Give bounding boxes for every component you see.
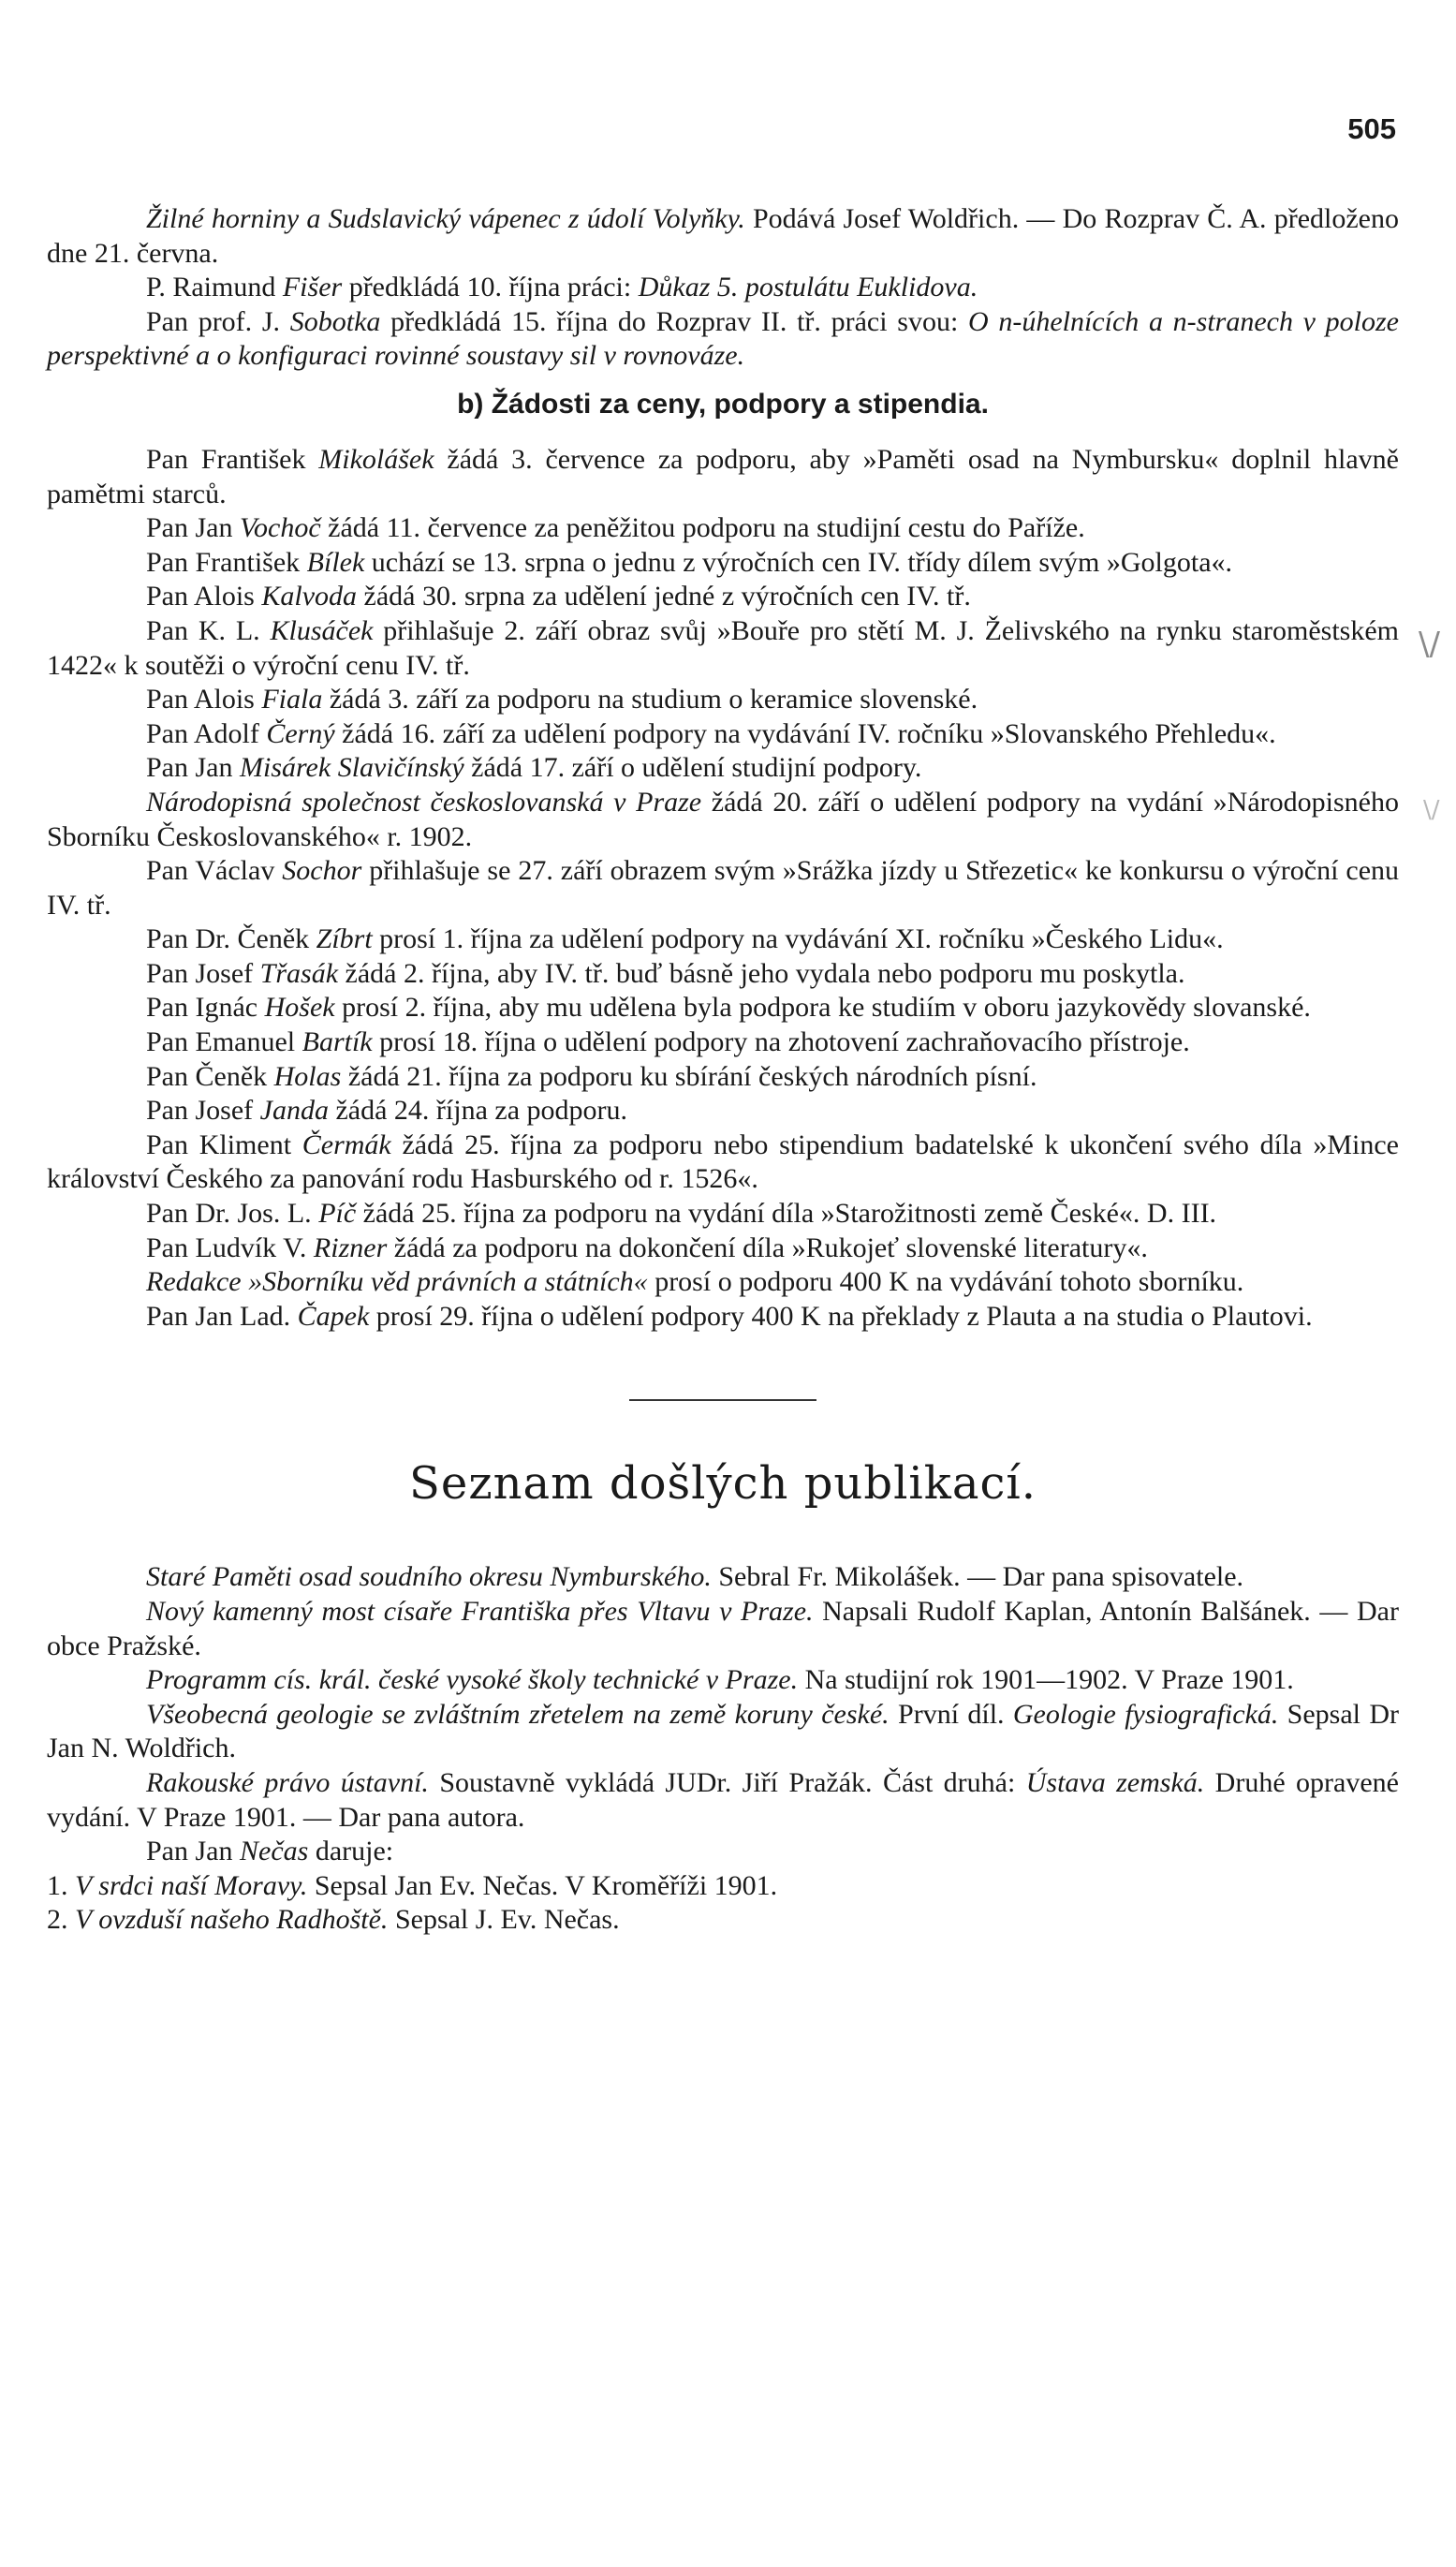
paragraph: [47, 305, 1399, 374]
text-run: Pan Václav: [146, 855, 283, 887]
text-run: Pan Dr. Čeněk: [146, 923, 316, 955]
paragraph: [47, 1560, 1399, 1595]
text-run: žádá 3. července za podporu, aby »Paměti osad na Nymbursku« doplnil hlavně pamětmi starců.: [47, 443, 1399, 509]
italic-text: Redakce »Sborníku věd právních a státních«: [146, 1266, 648, 1298]
italic-text: Holas: [273, 1060, 342, 1092]
text-run: žádá 11. července za peněžitou podporu na studijní cestu do Paříže.: [320, 512, 1085, 544]
text-run: Sepsal Dr Jan N. Woldřich.: [47, 1698, 1400, 1764]
text-run: Pan Alois: [146, 684, 262, 716]
text-run: Pan Ludvík V.: [146, 1232, 314, 1263]
margin-pencil-mark: \/: [1423, 796, 1440, 824]
text-run: daruje:: [308, 1836, 394, 1867]
paragraph: [47, 1869, 1399, 1904]
italic-text: Staré Paměti osad soudního okresu Nymburského.: [146, 1561, 712, 1593]
italic-text: Píč: [318, 1198, 357, 1230]
text-run: Pan Dr. Jos. L.: [146, 1198, 319, 1230]
paragraph: [47, 1300, 1399, 1335]
text-run: Sepsal Jan Ev. Nečas. V Kroměříži 1901.: [307, 1869, 778, 1901]
text-run: Pan Kliment: [146, 1129, 302, 1160]
text-run: 1.: [47, 1869, 75, 1901]
italic-text: Čermák: [301, 1129, 391, 1160]
text-run: Sepsal J. Ev. Nečas.: [388, 1904, 620, 1936]
divider-rule: [629, 1399, 816, 1401]
text-run: žádá 2. října, aby IV. tř. buď básně jeho vydala nebo podporu mu poskytla.: [338, 957, 1185, 989]
text-run: Soustavně vykládá JUDr. Jiří Pražák. Část druhá:: [428, 1766, 1026, 1798]
italic-text: Mikolášek: [318, 443, 434, 475]
italic-text: Zíbrt: [316, 923, 373, 955]
text-run: 2.: [47, 1904, 75, 1936]
italic-text: Hošek: [264, 992, 335, 1024]
italic-text: Programm cís. král. české vysoké školy technické v Praze.: [146, 1664, 799, 1696]
text-run: První díl.: [889, 1698, 1013, 1730]
publications-list: [47, 1560, 1399, 1938]
text-run: prosí 18. října o udělení podpory na zhotovení zachraňovacího přístroje.: [372, 1026, 1190, 1058]
italic-text: Nový kamenný most císaře Františka přes Vltavu v Praze.: [146, 1596, 814, 1627]
section-divider: [47, 1334, 1399, 1455]
paragraph: [47, 1835, 1399, 1869]
paragraph: [47, 751, 1399, 786]
text-run: Napsali Rudolf Kaplan, Antonín Balšánek. — Dar obce Pražské.: [47, 1596, 1399, 1661]
text-run: žádá 16. září za udělení podpory na vydávání IV. ročníku »Slovanského Přehledu«.: [334, 717, 1276, 749]
text-run: Pan Jan: [146, 752, 240, 784]
paragraph: [47, 614, 1399, 683]
text-run: Pan Adolf: [146, 717, 267, 749]
page-number: 505: [1347, 112, 1396, 145]
text-run: prosí o podporu 400 K na vydávání tohoto sborníku.: [647, 1266, 1244, 1298]
text-column: [47, 202, 1399, 1938]
text-run: Pan František: [146, 443, 319, 475]
text-run: Pan Čeněk: [146, 1060, 274, 1092]
paragraph: [47, 922, 1399, 957]
text-run: prosí 2. října, aby mu udělena byla podpora ke studiím v oboru jazykovědy slovanské.: [334, 992, 1311, 1024]
text-run: uchází se 13. srpna o jednu z výročních cen IV. třídy dílem svým »Golgota«.: [364, 546, 1233, 578]
italic-text: Sobotka: [289, 305, 381, 337]
text-run: Podává Josef Woldřich. — Do Rozprav Č. A. předloženo dne 21. června.: [47, 203, 1399, 269]
italic-text: Bartík: [301, 1026, 373, 1058]
italic-text: Všeobecná geologie se zvláštním zřetelem na země koruny české.: [146, 1698, 890, 1730]
text-run: žádá 25. října za podporu na vydání díla »Starožitnosti země České«. D. III.: [356, 1198, 1217, 1230]
italic-text: Nečas: [240, 1836, 309, 1867]
paragraph: [47, 546, 1399, 581]
text-run: přihlašuje 2. září obraz svůj »Bouře pro stětí M. J. Želivského na rynku staroměstském 1422« k soutěži o výroční cenu IV. tř.: [47, 614, 1399, 681]
italic-text: Misárek Slavičínský: [240, 752, 464, 784]
paragraph: [47, 443, 1399, 511]
text-run: Pan Emanuel: [146, 1026, 302, 1058]
italic-text: Černý: [266, 717, 335, 749]
text-run: Pan Ignác: [146, 992, 265, 1024]
text-run: žádá 17. září o udělení studijní podpory.: [463, 752, 922, 784]
margin-pencil-mark: \/: [1419, 626, 1440, 663]
text-run: předkládá 10. října práci:: [342, 272, 639, 303]
text-run: Sebral Fr. Mikolášek. — Dar pana spisovatele.: [711, 1561, 1244, 1593]
paragraph: [47, 202, 1399, 271]
italic-text: Fišer: [282, 272, 343, 303]
text-run: Pan Josef: [146, 1095, 260, 1127]
italic-text: Fiala: [261, 684, 323, 716]
italic-text: Klusáček: [270, 614, 374, 646]
text-run: Druhé opravené vydání. V Praze 1901. — Dar pana autora.: [47, 1766, 1399, 1833]
text-run: Pan Josef: [146, 957, 260, 989]
paragraph: [47, 957, 1399, 992]
paragraph: [47, 1903, 1399, 1938]
text-run: žádá 25. října za podporu nebo stipendium badatelské k ukončení svého díla »Mince království Českého za panování rodu Hasburského od r. 1526«.: [47, 1129, 1399, 1195]
text-run: Na studijní rok 1901—1902. V Praze 1901.: [798, 1664, 1294, 1696]
text-run: žádá 30. srpna za udělení jedné z výročních cen IV. tř.: [357, 581, 971, 612]
text-run: Pan K. L.: [146, 614, 271, 646]
paragraph: [47, 1232, 1399, 1266]
italic-text: Kalvoda: [261, 581, 358, 612]
text-run: žádá za podporu na dokončení díla »Rukojeť slovenské literatury«.: [387, 1232, 1148, 1263]
paragraph: [47, 1094, 1399, 1129]
paragraph: [47, 580, 1399, 614]
italic-text: Ústava zemská.: [1025, 1766, 1205, 1798]
text-run: přihlašuje se 27. září obrazem svým »Srážka jízdy u Střezetic« ke konkursu o výroční cenu IV. tř.: [47, 855, 1400, 921]
paragraph: [47, 1060, 1399, 1095]
paragraph: [47, 1595, 1399, 1663]
italic-text: O n-úhelnících a n-stranech v poloze perspektivné a o konfiguraci rovinné soustavy sil v rovnováze.: [47, 305, 1399, 372]
paragraph: [47, 1766, 1399, 1835]
italic-text: Důkaz 5. postulátu Euklidova.: [638, 272, 978, 303]
text-run: Pan prof. J.: [146, 305, 290, 337]
text-run: Pan Jan: [146, 1836, 240, 1867]
text-run: prosí 1. října za udělení podpory na vydávání XI. ročníku »Českého Lidu«.: [372, 923, 1224, 955]
italic-text: Bílek: [306, 546, 365, 578]
publications-title: Seznam došlých publikací.: [409, 1457, 1037, 1511]
section-a-end: [47, 202, 1399, 374]
italic-text: Sochor: [282, 855, 362, 887]
paragraph: [47, 683, 1399, 717]
text-run: žádá 21. října za podporu ku sbírání českých národních písní.: [341, 1060, 1037, 1092]
italic-text: V srdci naší Moravy.: [75, 1869, 308, 1901]
italic-text: Třasák: [259, 957, 339, 989]
text-run: žádá 20. září o udělení podpory na vydání »Národopisného Sborníku Českoslovanského« r. 1902.: [47, 786, 1399, 852]
italic-text: Janda: [259, 1095, 329, 1127]
paragraph: [47, 1129, 1399, 1197]
text-run: Pan Alois: [146, 581, 262, 612]
italic-text: Rakouské právo ústavní.: [146, 1766, 429, 1798]
text-run: předkládá 15. října do Rozprav II. tř. práci svou:: [380, 305, 968, 337]
italic-text: Geologie fysiografická.: [1012, 1698, 1279, 1730]
italic-text: Národopisná společnost českoslovanská v Praze: [146, 786, 702, 818]
paragraph: [47, 1698, 1399, 1766]
paragraph: [47, 511, 1399, 546]
paragraph: [47, 271, 1399, 305]
italic-text: V ovzduší našeho Radhoště.: [75, 1904, 389, 1936]
paragraph: [47, 991, 1399, 1025]
paragraph: [47, 1663, 1399, 1698]
paragraph: [47, 786, 1399, 854]
text-run: prosí 29. října o udělení podpory 400 K na překlady z Plauta a na studia o Plautovi.: [369, 1300, 1313, 1332]
text-run: Pan František: [146, 546, 307, 578]
italic-text: Čapek: [297, 1300, 370, 1332]
paragraph: [47, 1265, 1399, 1300]
italic-text: Vochoč: [240, 512, 321, 544]
text-run: žádá 24. října za podporu.: [328, 1095, 628, 1127]
subheading-requests: b) Žádosti za ceny, podpory a stipendia.: [457, 388, 989, 420]
paragraph: [47, 1197, 1399, 1232]
text-run: žádá 3. září za podporu na studium o keramice slovenské.: [322, 684, 978, 716]
paragraph: [47, 717, 1399, 752]
italic-text: Žilné horniny a Sudslavický vápenec z údolí Volyňky.: [146, 203, 745, 234]
text-run: Pan Jan: [146, 512, 240, 544]
text-run: Pan Jan Lad.: [146, 1300, 298, 1332]
paragraph: [47, 1025, 1399, 1060]
paragraph: [47, 854, 1399, 922]
italic-text: Rizner: [313, 1232, 388, 1263]
section-b-requests: [47, 443, 1399, 1334]
text-run: P. Raimund: [146, 272, 283, 303]
